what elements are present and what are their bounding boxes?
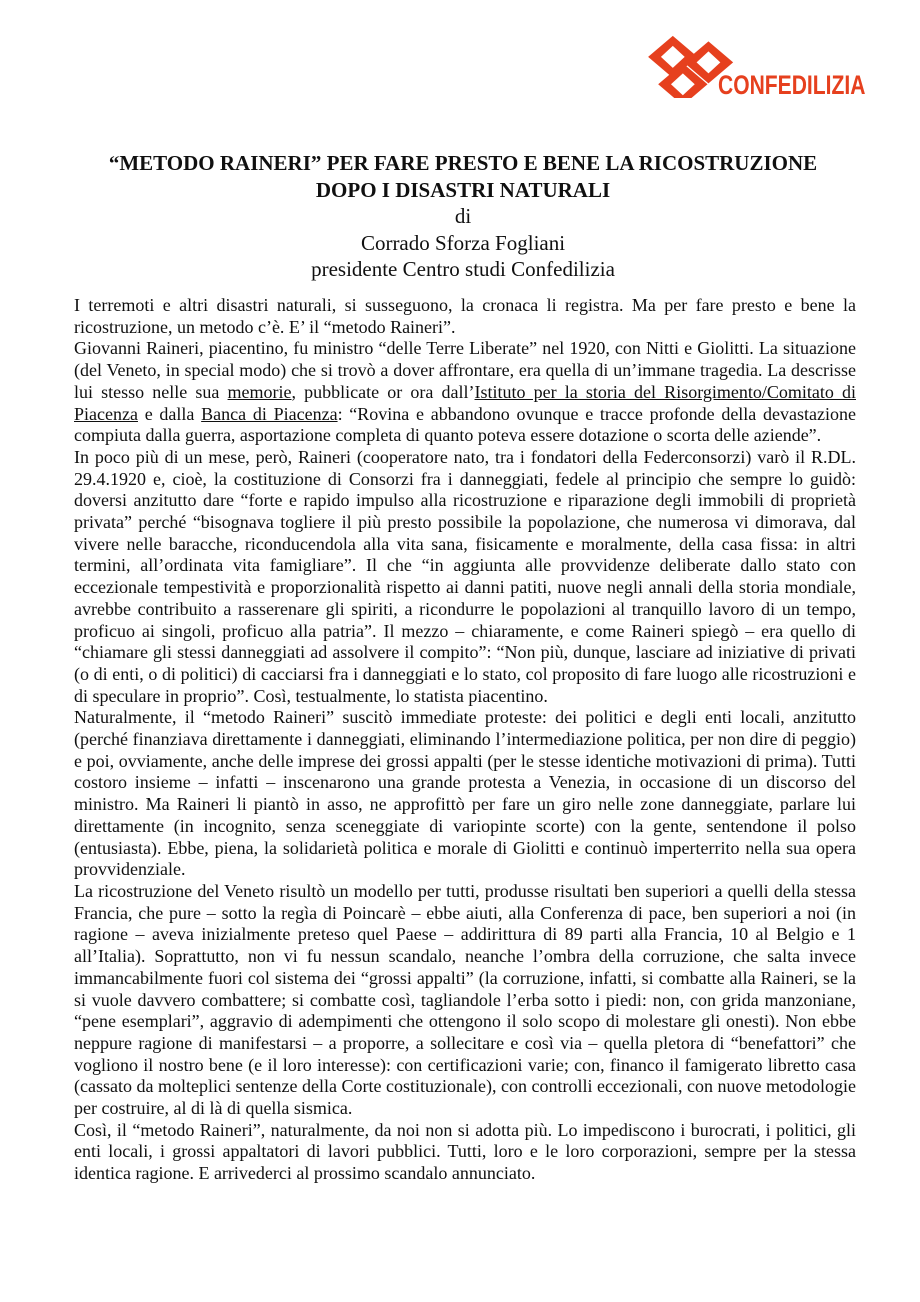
title-line-2: DOPO I DISASTRI NATURALI — [315, 177, 611, 202]
author-role: presidente Centro studi Confedilizia — [311, 257, 615, 281]
byline: di — [454, 204, 472, 228]
paragraph-4-text: Naturalmente, il “metodo Raineri” suscitò immediate proteste: dei politici e degli enti locali, anzitutto (perché finanziava direttamente i danneggiati, eliminando l’intermediazione politica, per non dire di peggio) e poi, ovviamente, anche delle imprese dei grossi appalti (per le stesse identiche motivazioni di prima). Tutti costoro insieme – infatti – inscenarono una grande protesta a Venezia, in occasione di un discorso del ministro. Ma Raineri li piantò in asso, ne approfittò per fare un giro nelle zone danneggiate, parlare lui direttamente (in incognito, senza sceneggiate di variopinte scorte) con la gente, sentendone il polso (entusiasta). Ebbe, piena, la solidarietà politica e morale di Giolitti e continuò imperterrito nella sua opera provvidenziale. — [74, 707, 856, 880]
paragraph-2-run-3: , pubblicate or ora dall’ — [291, 381, 475, 402]
paragraph-2-run-1: Giovanni Raineri, piacentino, fu ministro “delle Terre Liberate” nel 1920, con Nitti e Giolitti. La situazione (del Veneto, in special modo) che si trovò a dover affrontare, era quella di un’immane tragedia. La descrisse lui stesso nelle sua — [74, 338, 856, 402]
title-line-1: “METODO RAINERI” PER FARE PRESTO E BENE LA RICOSTRUZIONE — [108, 151, 818, 175]
paragraph-1 — [74, 295, 856, 338]
paragraph-5 — [74, 881, 856, 1120]
confedilizia-logo — [648, 34, 878, 100]
article-body — [74, 295, 856, 1185]
paragraph-4 — [74, 707, 856, 881]
paragraph-2 — [74, 338, 856, 447]
paragraph-2-run-7: : “Rovina e abbandono ovunque e tracce profonde della devastazione compiuta dalla guerra, asportazione completa di quanto poteva essere dotazione o scorta delle aziende”. — [74, 403, 856, 446]
document-title — [70, 150, 856, 203]
paragraph-5-text: La ricostruzione del Veneto risultò un modello per tutti, produsse risultati ben superiori a quelli della stessa Francia, che pure – sotto la regìa di Poincarè – ebbe aiuti, alla Conferenza di pace, ben superiori a noi (in ragione – aveva inizialmente preteso quel Paese – addirittura di 89 parti alla Francia, 10 al Belgio e 1 all’Italia). Soprattutto, non vi fu nessun scandalo, neanche l’ombra della corruzione, che salta invece immancabilmente fuori col sistema dei “grossi appalti” (la corruzione, infatti, si combatte alla Raineri, se la si vuole davvero combattere; si combatte così, tagliandole l’erba sotto i piedi: non, con grida manzoniane, “pene esemplari”, aggravio di adempimenti che ottengono il solo scopo di molestare gli onesti). Non ebbe neppure ragione di manifestarsi – a proporre, a sollecitare e così via – quella pletora di “benefattori” che vogliono il nostro bene (e il loro interesse): con certificazioni varie; con, financo il famigerato libretto casa (cassato da molteplici sentenze della Corte costituzionale), con controlli eccezionali, con nuove metodologie per costruire, al di là di quella sismica. — [74, 880, 856, 1119]
underlined-banca-di-piacenza: Banca di Piacenza — [201, 403, 338, 424]
underlined-memorie: memorie — [227, 381, 292, 402]
paragraph-3-text: In poco più di un mese, però, Raineri (cooperatore nato, tra i fondatori della Federconsorzi) varò il R.DL. 29.4.1920 e, cioè, la costituzione di Consorzi fra i danneggiati, fedele al principio che sempre lo guidò: doversi anzitutto dare “forte e rapido impulso alla ricostruzione e riparazione degli immobili di proprietà privata” perché “bisognava togliere il più presto possibile la popolazione, che numerosa vi dimorava, dal vivere nelle baracche, riconducendola alla vita sana, fisicamente e moralmente, della casa fissa: in altri termini, all’ordinata vita famigliare”. Il che “in aggiunta alle provvidenze deliberate dallo stato con eccezionale tempestività e proporzionalità rispetto ai danni patiti, nuove negli annali della storia mondiale, avrebbe contribuito a rasserenare gli spiriti, a ricondurre le popolazioni al tranquillo lavoro di un tempo, proficuo ai singoli, proficuo alla patria”. Il mezzo – chiaramente, e come Raineri spiegò – era quello di “chiamare gli stessi danneggiati ad assolvere il compito”: “Non più, dunque, lasciare ad iniziative di privati (o di enti, o di politici) di cacciarsi fra i danneggiati e lo stato, col proposito di fare luogo alle ricostruzioni e di speculare in proprio”. Così, testualmente, lo statista piacentino. — [74, 446, 856, 706]
paragraph-3 — [74, 447, 856, 707]
paragraph-2-run-5: e dalla — [137, 403, 202, 424]
confedilizia-wordmark: CONFEDILIZIA — [718, 70, 866, 100]
author-name: Corrado Sforza Fogliani — [360, 230, 566, 255]
underlined-istituto-risorgimento: Istituto per la storia del Risorgimento/Comitato di Piacenza — [74, 381, 856, 424]
document-header — [70, 150, 856, 283]
paragraph-6-text: Così, il “metodo Raineri”, naturalmente, da noi non si adotta più. Lo impediscono i burocrati, i politici, gli enti locali, i grossi appaltatori di lavori pubblici. Tutti, loro e le loro corporazioni, sempre per la stessa identica ragione. E arrivederci al prossimo scandalo annunciato. — [74, 1119, 856, 1184]
paragraph-6 — [74, 1120, 856, 1185]
paragraph-1-text: I terremoti e altri disastri naturali, si susseguono, la cronaca li registra. Ma per fare presto e bene la ricostruzione, un metodo c’è. E’ il “metodo Raineri”. — [74, 295, 856, 337]
